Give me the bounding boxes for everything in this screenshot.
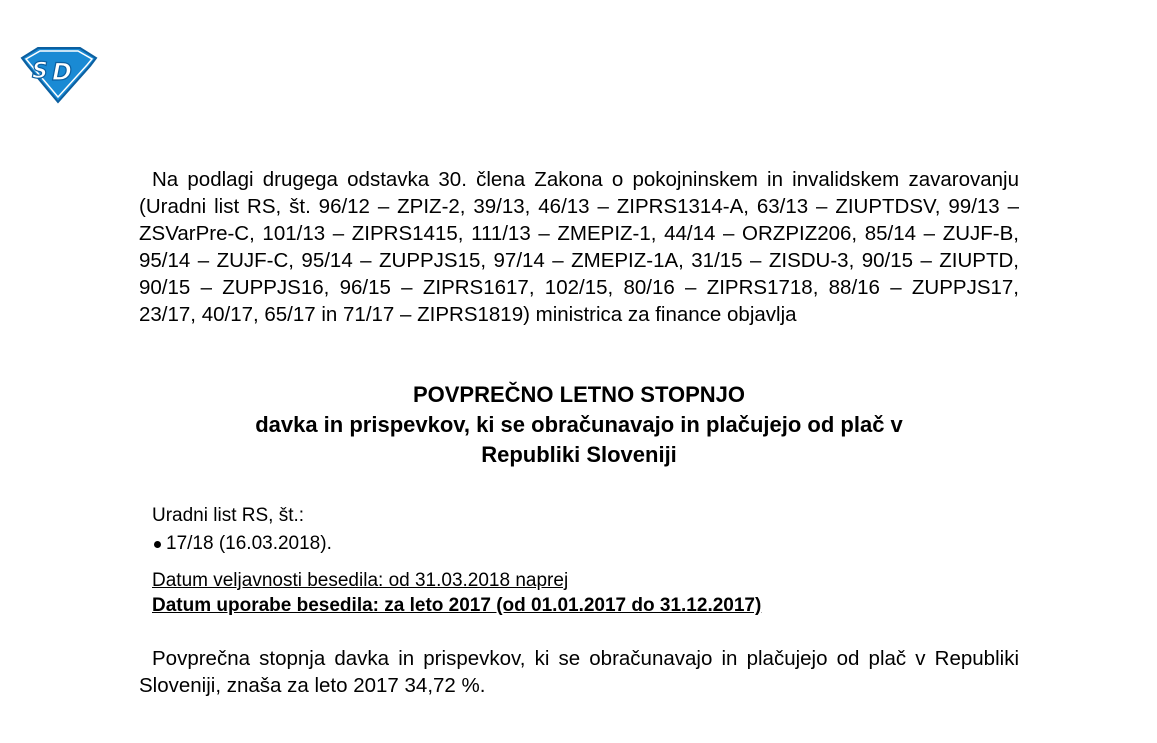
title-line-3: Republiki Sloveniji <box>481 442 677 467</box>
gazette-list-item <box>152 530 332 558</box>
intro-paragraph: Na podlagi drugega odstavka 30. člena Zakona o pokojninskem in invalidskem zavarovanju (Uradni list RS, št. 96/12 – ZPIZ-2, 39/13, 46/13 – ZIPRS1314-A, 63/13 – ZIUPTDSV, 99/13 – ZSVarPre-C, 101/13 – ZIPRS1415, 111/13 – ZMEPIZ-1, 44/14 – ORZPIZ206, 85/14 – ZUJF-B, 95/14 – ZUJF-C, 95/14 – ZUPPJS15, 97/14 – ZMEPIZ-1A, 31/15 – ZISDU-3, 90/15 – ZIUPTD, 90/15 – ZUPPJS16, 96/15 – ZIPRS1617, 102/15, 80/16 – ZIPRS1718, 88/16 – ZUPPJS17, 23/17, 40/17, 65/17 in 71/17 – ZIPRS1819) ministrica za finance objavlja <box>139 168 1019 326</box>
gazette-list <box>152 530 332 558</box>
shield-logo-icon <box>18 44 100 106</box>
svg-text:S: S <box>32 59 48 84</box>
gazette-reference <box>152 502 332 558</box>
title-line-1: POVPREČNO LETNO STOPNJO <box>412 382 746 407</box>
gazette-label: Uradni list RS, št.: <box>152 505 305 526</box>
validity-dates <box>152 568 761 618</box>
svg-text:D: D <box>52 58 72 86</box>
conclusion-paragraph: Povprečna stopnja davka in prispevkov, ki se obračunavajo in plačujejo od plač v Republiki Sloveniji, znaša za leto 2017 34,72 %. <box>139 647 1019 697</box>
valid-from-link[interactable]: Datum veljavnosti besedila: od 31.03.2018 naprej <box>152 570 569 591</box>
gazette-item-text: 17/18 (16.03.2018). <box>166 533 332 554</box>
document-title <box>139 380 1019 470</box>
applies-to-link[interactable]: Datum uporabe besedila: za leto 2017 (od 01.01.2017 do 31.12.2017) <box>152 595 762 616</box>
bullet-icon <box>154 541 161 548</box>
title-line-2: davka in prispevkov, ki se obračunavajo in plačujejo od plač v <box>255 412 903 437</box>
